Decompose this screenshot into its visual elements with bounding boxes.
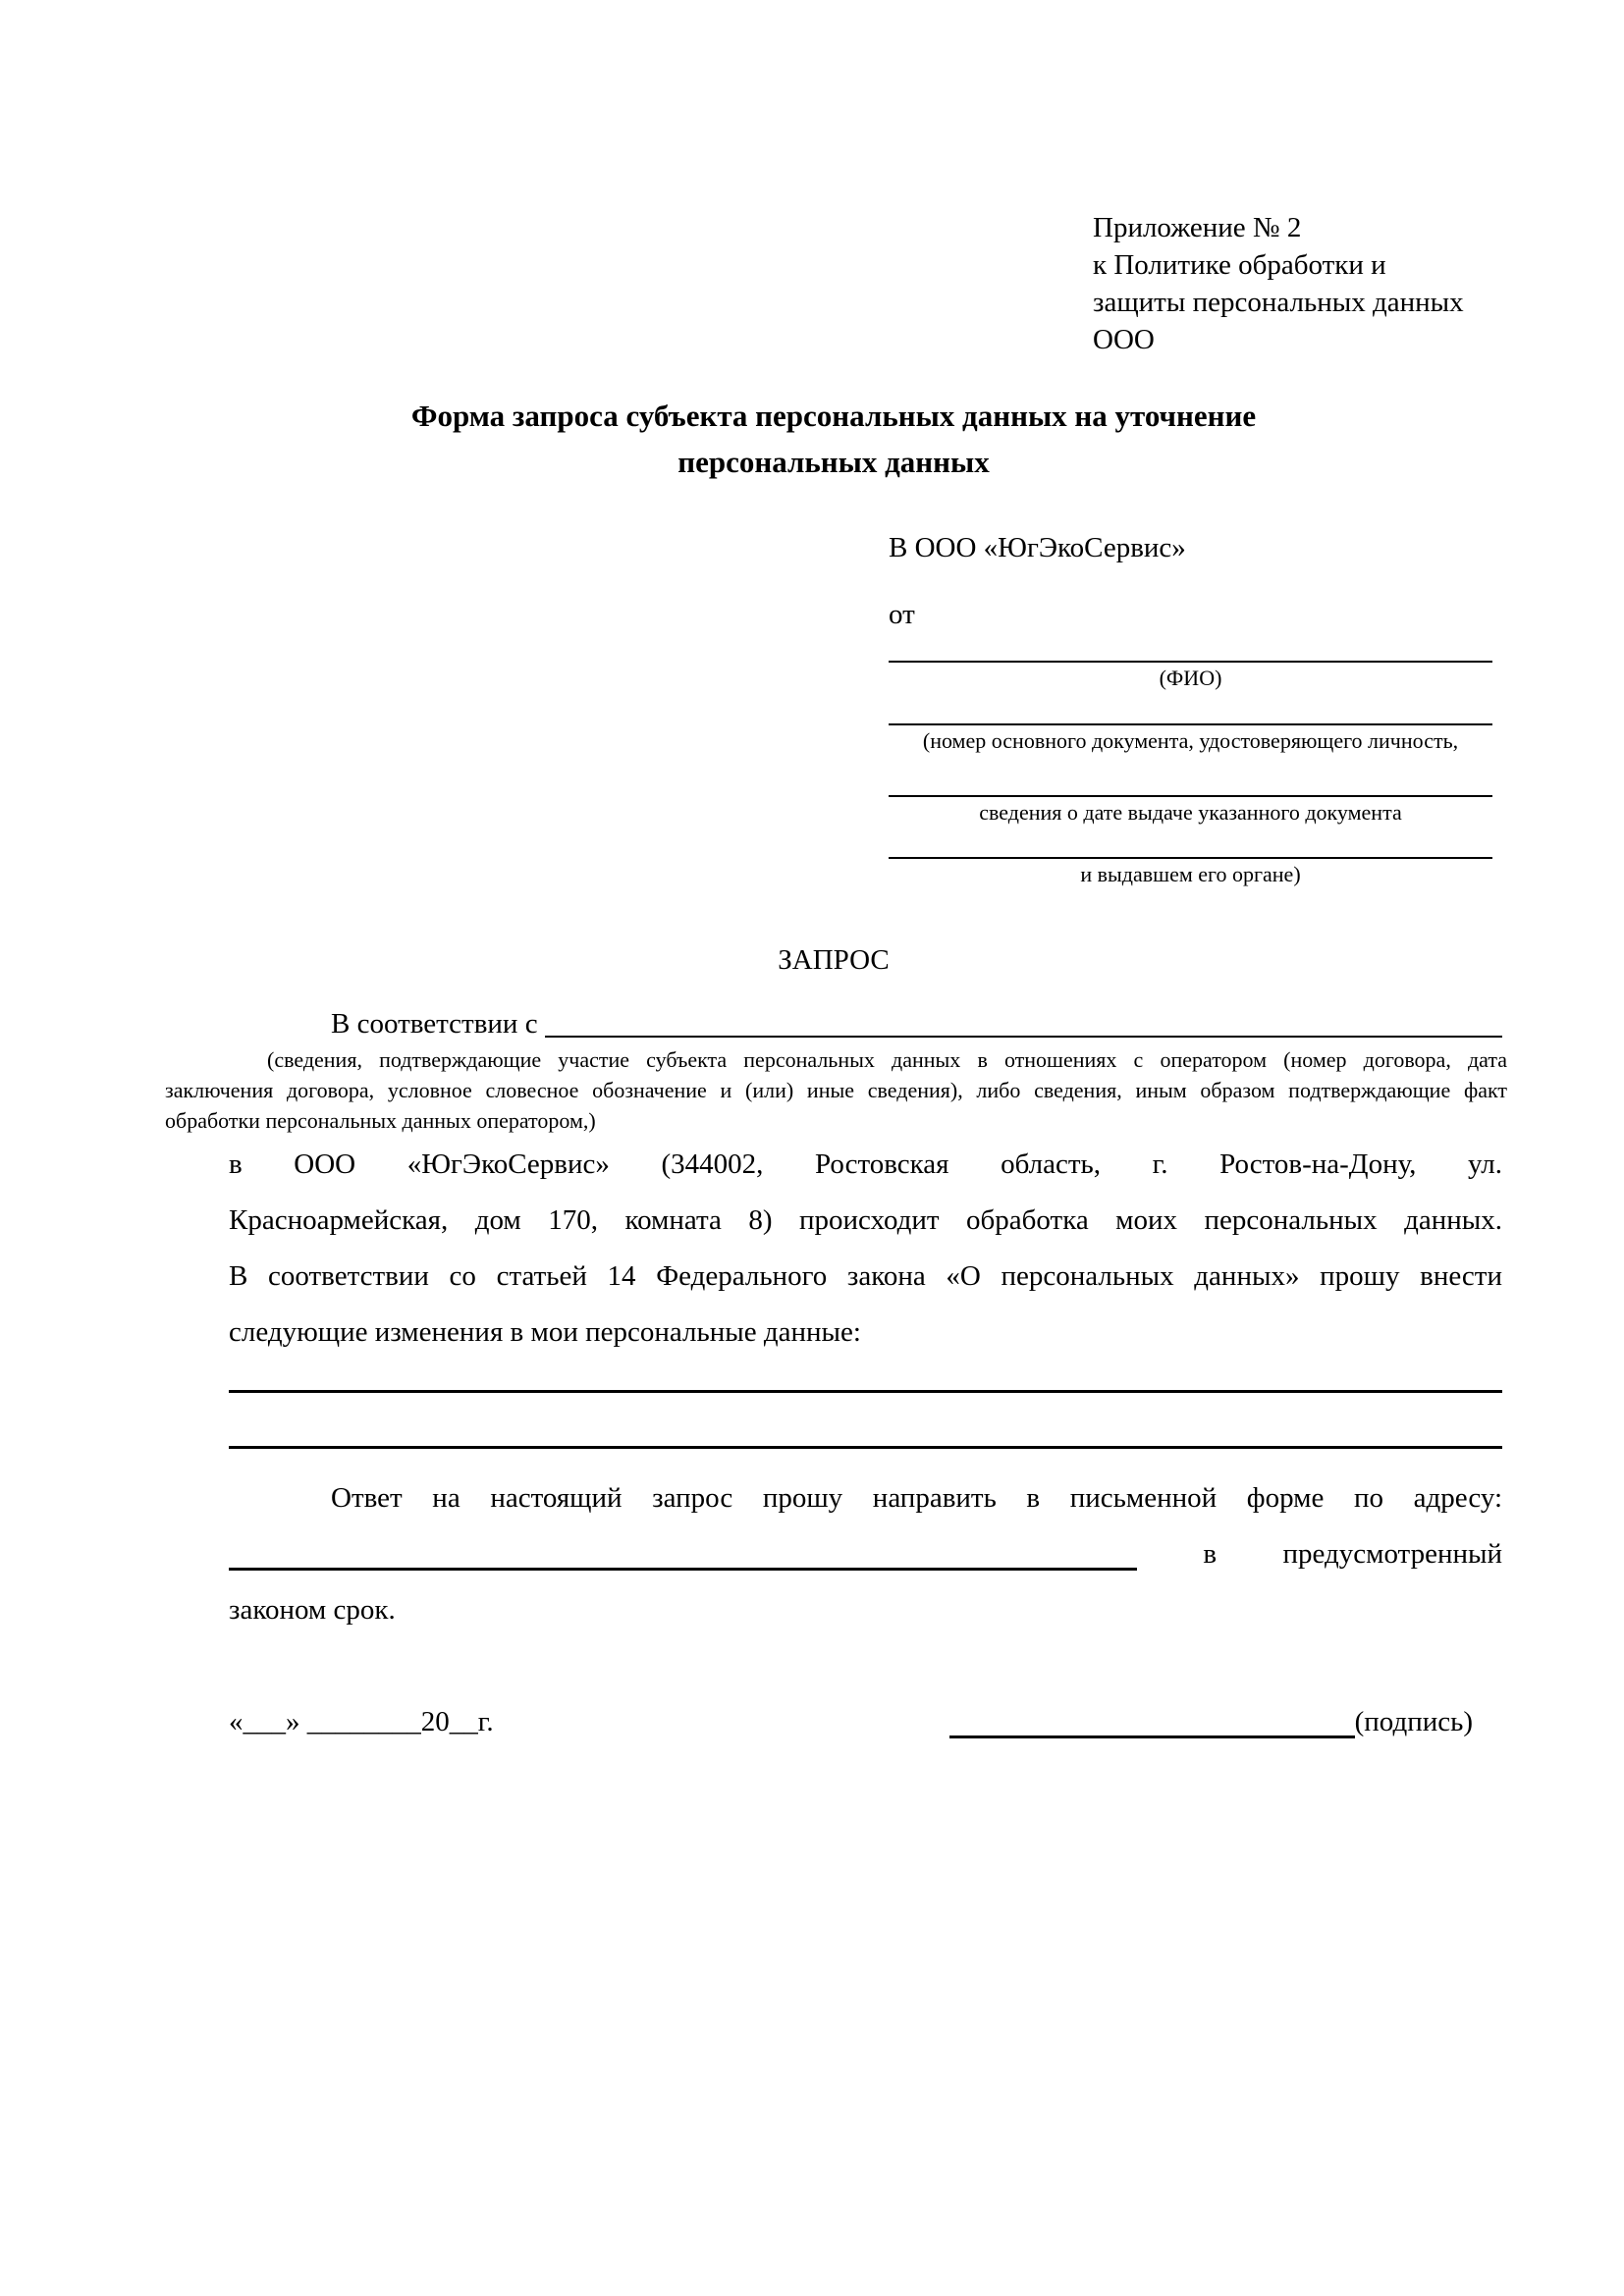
- reply-paragraph: [229, 1470, 1502, 1638]
- from-label: от: [889, 599, 915, 630]
- fio-field-line: [889, 634, 1492, 663]
- doc-number-field-caption: (номер основного документа, удостоверяющего личность,: [922, 728, 1459, 753]
- address-field-line: [229, 1568, 1137, 1571]
- footer-row: [229, 1706, 1502, 1738]
- document-title: [165, 393, 1502, 485]
- reply-word: предусмотренный: [1282, 1538, 1502, 1570]
- signature-field-line: [949, 1706, 1355, 1738]
- doc-issue-date-field-line: [889, 753, 1492, 797]
- doc-issuer-field-caption: и выдавшем его органе): [1080, 862, 1301, 886]
- appendix-note-line: Приложение № 2: [1093, 212, 1302, 243]
- body-paragraph-line: Красноармейская, дом 170, комната 8) происходит обработка моих персональных данных.: [229, 1204, 1502, 1236]
- appendix-note: [1093, 209, 1464, 358]
- date-blank: «___» ________20__г.: [229, 1706, 494, 1737]
- basis-caption: [165, 1044, 1507, 1136]
- reply-paragraph-line: законом срок.: [229, 1594, 396, 1626]
- reply-address-row: [229, 1526, 1502, 1582]
- document-title-line: персональных данных: [677, 445, 990, 479]
- basis-field-line: [545, 1007, 1502, 1038]
- doc-issue-date-field-caption: сведения о дате выдаче указанного документа: [979, 800, 1402, 825]
- addressee-block: [889, 528, 1492, 886]
- basis-caption-line: (сведения, подтверждающие участие субъекта персональных данных в отношениях с оператором (номер договора, дата: [267, 1047, 1507, 1072]
- reply-word: в: [1203, 1538, 1218, 1570]
- changes-field-line: [229, 1446, 1502, 1449]
- body-paragraph-line: В соответствии со статьей 14 Федерального закона «О персональных данных» прошу внести: [229, 1260, 1502, 1292]
- signature-group: [949, 1706, 1473, 1738]
- basis-lead-row: [229, 1007, 1502, 1041]
- document-title-line: Форма запроса субъекта персональных данных на уточнение: [410, 399, 1257, 433]
- body-paragraph-line: в ООО «ЮгЭкоСервис» (344002, Ростовская область, г. Ростов-на-Дону, ул.: [229, 1148, 1502, 1180]
- fio-field-caption: (ФИО): [1159, 666, 1222, 690]
- appendix-note-line: ООО: [1093, 324, 1155, 355]
- appendix-note-line: защиты персональных данных: [1093, 287, 1464, 318]
- doc-issuer-field-line: [889, 825, 1492, 859]
- body-paragraph-line: следующие изменения в мои персональные данные:: [229, 1316, 861, 1348]
- appendix-note-line: к Политике обработки и: [1093, 249, 1386, 281]
- basis-caption-line: заключения договора, условное словесное обозначение и (или) иные сведения), либо сведения, иным образом подтверждающие факт: [165, 1078, 1507, 1102]
- reply-paragraph-line: Ответ на настоящий запрос прошу направить в письменной форме по адресу:: [331, 1482, 1502, 1514]
- changes-field-line: [229, 1390, 1502, 1393]
- signature-caption: (подпись): [1354, 1706, 1473, 1737]
- basis-lead-text: В соответствии с: [331, 1008, 545, 1040]
- request-heading: ЗАПРОС: [778, 944, 890, 976]
- basis-caption-line: обработки персональных данных оператором,): [165, 1108, 596, 1133]
- body-paragraph: [229, 1137, 1502, 1361]
- doc-number-field-line: [889, 690, 1492, 725]
- addressee-org: В ООО «ЮгЭкоСервис»: [889, 532, 1186, 563]
